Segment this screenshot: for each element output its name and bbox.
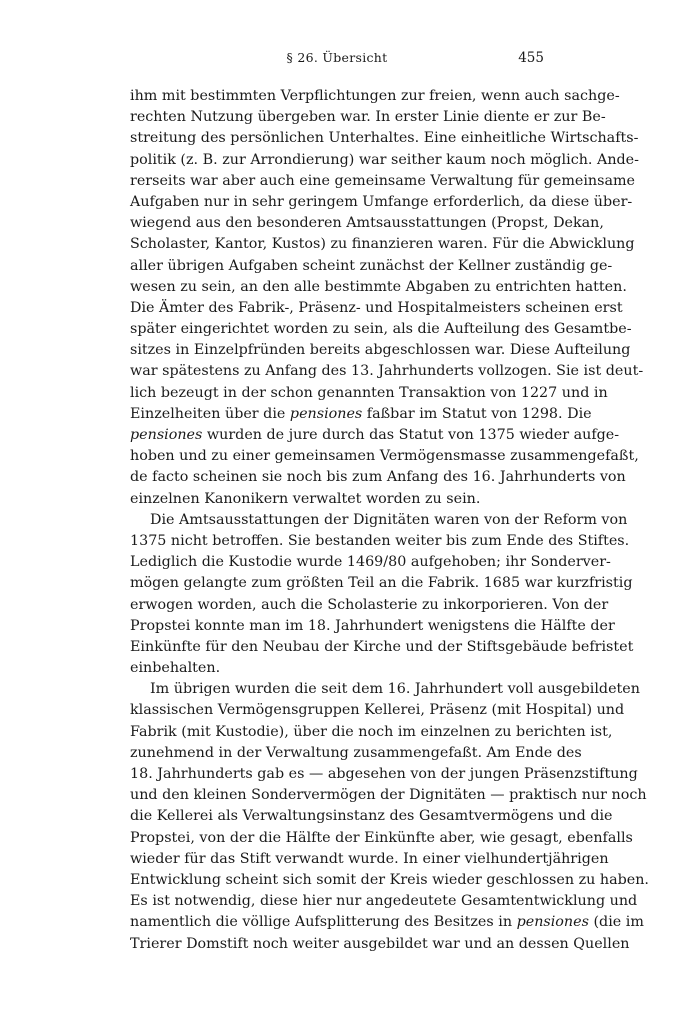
text-line [130,785,647,806]
text-segment: ihm mit bestimmten Verpflichtungen zur freien, wenn auch sachge- [130,88,620,104]
text-line [130,383,608,404]
text-line [130,637,634,658]
text-segment: rechten Nutzung übergeben war. In erster Linie diente er zur Be- [130,109,606,126]
text-segment: Die Ämter des Fabrik-, Präsenz- und Hospitalmeisters scheinen erst [130,299,623,316]
text-line [130,616,615,637]
text-segment: Trierer Domstift noch weiter ausgebildet war und an dessen Quellen [130,935,630,952]
text-segment: Im übrigen wurden die seit dem 16. Jahrhundert voll ausgebildeten [150,681,640,698]
text-line [130,552,611,573]
italic-term: pensiones [130,427,203,443]
text-line [130,467,626,488]
text-segment: (die im [588,914,644,931]
text-line [130,870,649,891]
text-segment: und den kleinen Sondervermögen der Dignitäten — praktisch nur noch [130,787,647,804]
italic-term: pensiones [516,914,589,931]
text-segment: lich bezeugt in der schon genannten Transaktion von 1227 und in [130,384,608,401]
text-line [130,361,644,382]
text-segment: Aufgaben nur in sehr geringem Umfange erforderlich, da diese über- [130,193,633,210]
text-line [130,658,544,679]
text-line [130,489,544,510]
text-line [130,722,613,743]
text-segment: faßbar im Statut von 1298. Die [362,405,592,422]
text-segment: sitzes in Einzelpfründen bereits abgeschlossen war. Diese Aufteilung [130,342,631,359]
text-line [130,150,639,171]
text-line [130,849,609,870]
text-segment: Lediglich die Kustodie wurde 1469/80 aufgehoben; ihr Sonderver- [130,554,611,571]
text-line [130,912,644,933]
text-line [130,404,592,425]
text-segment: wiegend aus den besonderen Amtsausstattungen (Propst, Dekan, [130,215,604,232]
text-line [130,234,635,255]
text-segment: wesen zu sein, an den alle bestimmte Abgaben zu entrichten hatten. [130,278,627,295]
text-segment: Fabrik (mit Kustodie), über die noch im einzelnen zu berichten ist, [130,723,613,740]
text-segment: Die Amtsausstattungen der Dignitäten waren von der Reform von [150,511,628,528]
text-segment: de facto scheinen sie noch bis zum Anfang des 16. Jahrhunderts von [130,469,626,486]
text-line [130,213,604,234]
text-segment: namentlich die völlige Aufsplitterung des Besitzes in [130,914,517,931]
text-line [130,828,633,849]
text-segment: einzelnen Kanonikern verwaltet worden zu sein. [130,490,481,507]
text-segment: hoben und zu einer gemeinsamen Vermögensmasse zusammengefaßt, [130,448,639,465]
text-line [130,573,633,594]
text-segment: mögen gelangte zum größten Teil an die Fabrik. 1685 war kurzfristig [130,575,633,592]
text-segment: wieder für das Stift verwandt wurde. In einer vielhundertjährigen [130,850,609,867]
text-segment: politik (z. B. zur Arrondierung) war seither kaum noch möglich. Ande- [130,151,639,168]
text-segment: war spätestens zu Anfang des 13. Jahrhunderts vollzogen. Sie ist deut- [130,363,644,380]
text-line [130,764,638,785]
text-line [130,806,613,827]
section-title: § 26. Übersicht [286,50,388,65]
text-segment: aller übrigen Aufgaben scheint zunächst der Kellner zuständig ge- [130,257,613,274]
text-segment: einbehalten. [130,660,221,677]
text-segment: rerseits war aber auch eine gemeinsame Verwaltung für gemeinsame [130,172,636,189]
page-number: 455 [518,50,544,66]
text-segment: erwogen worden, auch die Scholasterie zu inkorporieren. Von der [130,596,609,613]
text-line [130,319,632,340]
text-line [130,891,638,912]
text-segment: klassischen Vermögensgruppen Kellerei, Präsenz (mit Hospital) und [130,702,625,719]
italic-term: pensiones [289,405,363,422]
text-line [130,679,640,700]
text-line [130,107,606,128]
text-line [130,192,633,213]
text-segment: zunehmend in der Verwaltung zusammengefaßt. Am Ende des [130,744,582,761]
text-line [130,446,639,467]
text-line [130,510,628,531]
text-line [130,277,627,298]
text-segment: Einzelheiten über die [130,405,290,422]
text-line [130,700,625,721]
text-segment: Scholaster, Kantor, Kustos) zu finanzieren waren. Für die Abwicklung [130,236,635,253]
running-head [130,50,544,72]
body-text [130,86,649,955]
text-line [130,425,620,446]
text-line [130,128,639,149]
text-segment: Propstei, von der die Hälfte der Einkünfte aber, wie gesagt, ebenfalls [130,829,633,846]
text-segment: wurden de jure durch das Statut von 1375 wieder aufge- [202,427,620,443]
text-segment: Entwicklung scheint sich somit der Kreis wieder geschlossen zu haben. [130,871,649,888]
text-line [130,531,630,552]
text-line [130,595,609,616]
text-segment: 1375 nicht betroffen. Sie bestanden weiter bis zum Ende des Stiftes. [130,532,630,549]
text-segment: 18. Jahrhunderts gab es — abgesehen von der jungen Präsenzstiftung [130,766,638,782]
text-line [130,340,631,361]
text-line [130,171,636,192]
text-segment: Propstei konnte man im 18. Jahrhundert wenigstens die Hälfte der [130,617,615,634]
text-segment: Es ist notwendig, diese hier nur angedeutete Gesamtentwicklung und [130,893,638,910]
text-line [130,298,623,319]
text-segment: später eingerichtet worden zu sein, als die Aufteilung des Gesamtbe- [130,321,632,338]
text-line [130,86,620,107]
text-segment: die Kellerei als Verwaltungsinstanz des Gesamtvermögens und die [130,808,613,825]
text-line [130,743,582,764]
text-segment: streitung des persönlichen Unterhaltes. Eine einheitliche Wirtschafts- [130,130,639,147]
text-segment: Einkünfte für den Neubau der Kirche und der Stiftsgebäude befristet [130,638,634,655]
text-line [130,256,613,277]
text-line [130,934,630,955]
